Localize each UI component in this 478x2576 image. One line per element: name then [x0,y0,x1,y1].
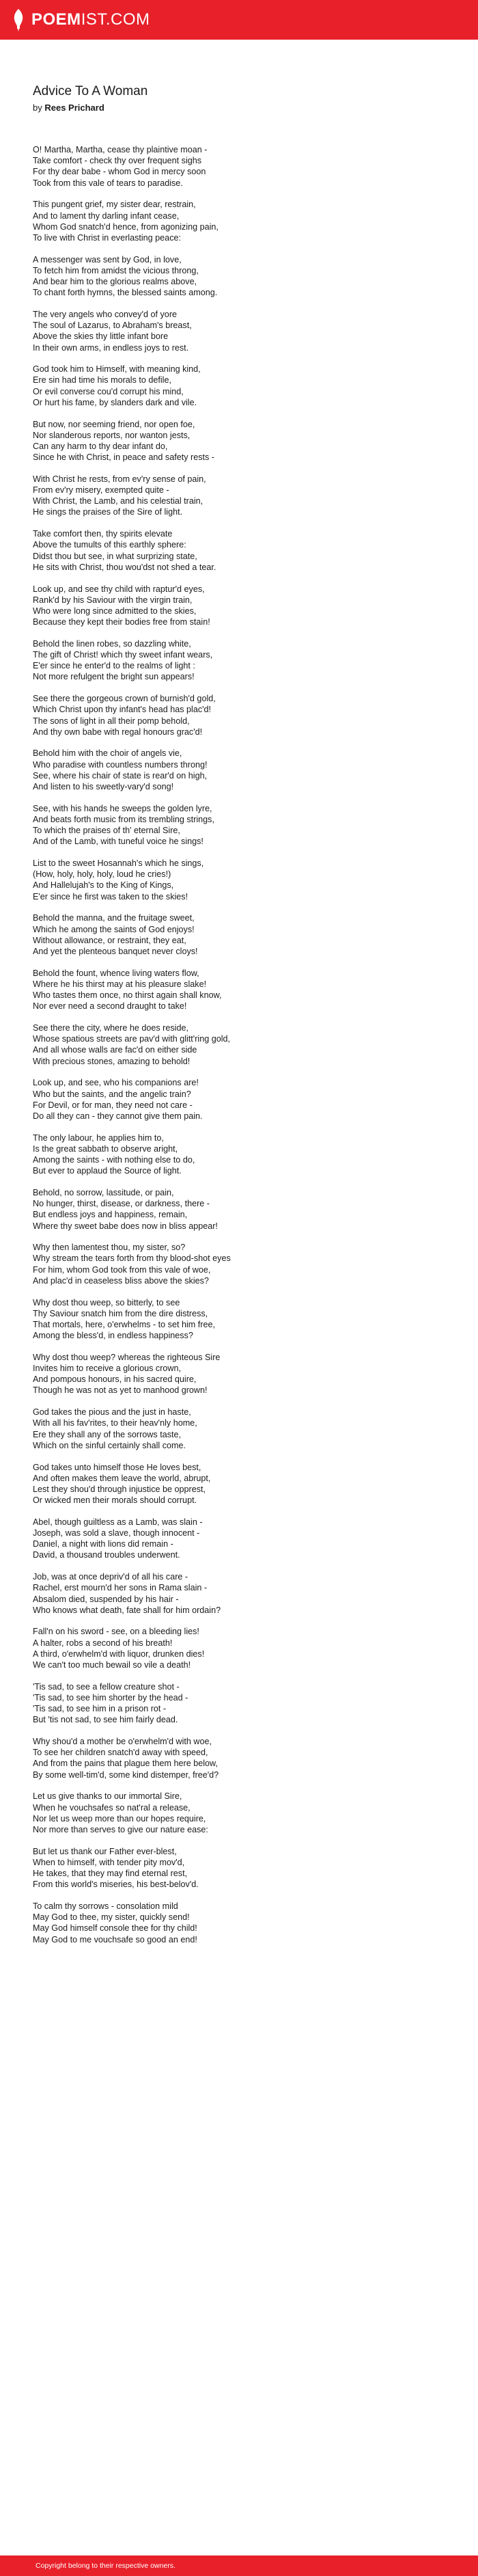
poem-line: May God himself console thee for thy child! [33,1923,197,1934]
stanza [33,803,449,848]
poem-line: 'Tis sad, to see a fellow creature shot - [33,1681,180,1692]
poem-line: With Christ, the Lamb, and his celestial train, [33,496,203,506]
poem-line: May God to thee, my sister, quickly send! [33,1912,190,1923]
poem-line: Took from this vale of tears to paradise. [33,178,183,188]
poem-line: To live with Christ in everlasting peace: [33,232,181,243]
poem-line: Nor slanderous reports, nor wanton jests, [33,430,191,440]
poem-line: Why shou'd a mother be o'erwhelm'd with woe, [33,1737,212,1747]
poem-line: Which he among the saints of God enjoys! [33,924,195,934]
poem-line: See there the gorgeous crown of burnish'd gold, [33,694,216,704]
poem-line: Do all they can - they cannot give them pain. [33,1111,203,1121]
poem-line: From ev'ry misery, exempted quite - [33,485,169,496]
stanza [33,364,449,408]
poem-line: Let us give thanks to our immortal Sire, [33,1791,182,1802]
poem-line: With all his fav'rites, to their heav'nly home, [33,1418,197,1428]
poem-line: Fall'n on his sword - see, on a bleeding lies! [33,1627,199,1637]
stanza [33,1626,449,1670]
poem-line: By some well-tim'd, some kind distemper, free'd? [33,1770,219,1780]
poem-line: Why dost thou weep, so bitterly, to see [33,1297,180,1307]
logo-secondary: IST.COM [81,10,150,29]
site-header [0,0,478,40]
poem-line: Above the tumults of this earthly sphere: [33,540,186,550]
poem-line: Or hurt his fame, by slanders dark and vile. [33,397,197,407]
poem-line: Rachel, erst mourn'd her sons in Rama slain - [33,1583,208,1593]
poem-line: But let us thank our Father ever-blest, [33,1846,177,1856]
poem-line: We can't too much bewail so vile a death! [33,1660,191,1670]
stanza [33,199,449,243]
stanza [33,1681,449,1726]
poem-line: He sits with Christ, thou wou'dst not shed a tear. [33,562,216,572]
poem-line: Can any harm to thy dear infant do, [33,441,168,451]
poem-line: God took him to Himself, with meaning kind, [33,364,201,375]
poem-line: See, with his hands he sweeps the golden lyre, [33,803,212,813]
stanza [33,528,449,573]
stanza [33,144,449,189]
poem-line: To fetch him from amidst the vicious throng, [33,265,199,275]
poem-line: Lest they shou'd through injustice be opprest, [33,1484,206,1494]
poem-line: Take comfort - check thy over frequent sighs [33,156,202,166]
poem-line: Or evil converse cou'd corrupt his mind, [33,386,184,396]
poem-line: May God to me vouchsafe so good an end! [33,1934,197,1944]
poem-line: Why dost thou weep? whereas the righteous Sire [33,1352,221,1362]
poem-line: He takes, that they may find eternal rest, [33,1869,188,1879]
poem-line: The sons of light in all their pomp behold, [33,716,190,726]
stanza [33,1736,449,1780]
poem-line: And yet the plenteous banquet never cloys! [33,946,198,956]
logo-primary: POEM [31,10,81,29]
stanza [33,254,449,299]
poem-line: Since he with Christ, in peace and safety rests - [33,452,214,463]
poem-line: Whose spatious streets are pav'd with glitt'ring gold, [33,1034,231,1044]
poem-line: And all whose walls are fac'd on either side [33,1045,197,1055]
poem-line: And plac'd in ceaseless bliss above the skies? [33,1275,209,1286]
poem-line: The soul of Lazarus, to Abraham's breast, [33,321,192,331]
poem-line: Abel, though guiltless as a Lamb, was slain - [33,1517,203,1527]
poem-line: Daniel, a night with lions did remain - [33,1539,173,1549]
stanza [33,1407,449,1451]
stanza [33,1462,449,1506]
logo-wordmark [31,8,150,32]
poem-line: Look up, and see, who his companions are! [33,1078,199,1088]
author-link[interactable]: Rees Prichard [44,103,104,113]
poem-line: But ever to applaud the Source of light. [33,1166,182,1176]
stanza [33,638,449,683]
poem-line: To calm thy sorrows - consolation mild [33,1901,178,1911]
poem-line: Who were long since admitted to the skies, [33,606,197,616]
poem-line: Nor more than serves to give our nature ease: [33,1824,208,1834]
poem-line: To see her children snatch'd away with speed, [33,1748,208,1758]
poem-line: And thy own babe with regal honours grac'd! [33,727,203,737]
poem-line: And Hallelujah's to the King of Kings, [33,880,174,891]
poem-line: He sings the praises of the Sire of light. [33,507,183,517]
poem-line: Because they kept their bodies free from stain! [33,617,210,627]
poem-line: E'er since he enter'd to the realms of light : [33,661,195,671]
poem-line: Job, was at once depriv'd of all his care - [33,1572,188,1582]
poem-line: And pompous honours, in his sacred quire, [33,1374,197,1385]
stanza [33,1133,449,1177]
poem-line: 'Tis sad, to see him shorter by the head - [33,1692,188,1703]
poem-line: And of the Lamb, with tuneful voice he sings! [33,837,203,847]
poem-line: A messenger was sent by God, in love, [33,254,182,265]
poem-line: Why then lamentest thou, my sister, so? [33,1243,186,1253]
poem-line: Among the bless'd, in endless happiness? [33,1331,193,1341]
poem-line: Look up, and see thy child with raptur'd eyes, [33,584,205,594]
stanza [33,1846,449,1890]
poem-line: Invites him to receive a glorious crown, [33,1364,181,1374]
poem-line: Behold him with the choir of angels vie, [33,748,182,759]
poem-line: Ere they shall any of the sorrows taste, [33,1429,181,1439]
poem-line: Rank'd by his Saviour with the virgin train, [33,595,193,605]
poem-line: The very angels who convey'd of yore [33,309,178,319]
poem-line: When he vouchsafes so nat'ral a release, [33,1802,191,1813]
stanza [33,1352,449,1396]
poem-line: Take comfort then, thy spirits elevate [33,529,173,539]
poem-line: Behold, no sorrow, lassitude, or pain, [33,1187,174,1197]
poem-line: For thy dear babe - whom God in mercy soon [33,167,206,177]
stanza [33,1791,449,1835]
poem-line: But 'tis not sad, to see him fairly dead. [33,1715,178,1725]
poem-line: Why stream the tears forth from thy blood-shot eyes [33,1253,231,1264]
stanza [33,309,449,353]
poem-line: Who paradise with countless numbers throng! [33,759,208,770]
poem-line: Whom God snatch'd hence, from agonizing pain, [33,221,219,232]
poem-line: See, where his chair of state is rear'd on high, [33,770,208,781]
poem-line: Is the great sabbath to observe aright, [33,1143,178,1154]
poem-line: For him, whom God took from this vale of woe, [33,1264,211,1275]
poem-line: Thy Saviour snatch him from the dire distress, [33,1308,208,1318]
poem-line: Behold the manna, and the fruitage sweet, [33,913,195,923]
poem-line: Absalom died, suspended by his hair - [33,1594,179,1604]
stanza [33,912,449,957]
copyright-notice: Copyright belong to their respective owners. [36,2562,175,2570]
stanza [33,474,449,518]
poem-line: This pungent grief, my sister dear, restrain, [33,200,196,210]
poem-line: Without allowance, or restraint, they eat, [33,935,186,945]
stanza [33,1901,449,1945]
poem-line: Who tastes them once, no thirst again shall know, [33,990,222,1001]
poem-line: Where thy sweet babe does now in bliss appear! [33,1221,218,1231]
poem-line: Ere sin had time his morals to defile, [33,375,171,385]
stanza [33,748,449,792]
poem-line: To which the praises of th' eternal Sire, [33,826,180,836]
poem-line: For Devil, or for man, they need not care - [33,1100,193,1110]
poem-line: 'Tis sad, to see him in a prison rot - [33,1704,167,1714]
poem-line: From this world's miseries, his best-belov'd. [33,1880,199,1890]
poem-line: God takes unto himself those He loves best, [33,1462,201,1472]
stanza [33,584,449,628]
poem-line: Not more refulgent the bright sun appears! [33,672,195,682]
poem-line: And often makes them leave the world, abrupt, [33,1473,211,1483]
stanza [33,693,449,737]
poem-line: Among the saints - with nothing else to do, [33,1155,195,1165]
poem-line: A third, o'erwhelm'd with liquor, drunken dies! [33,1649,205,1659]
poem-line: The only labour, he applies him to, [33,1133,164,1143]
poem-line: Who knows what death, fate shall for him ordain? [33,1605,221,1615]
poem-line: But now, nor seeming friend, nor open foe, [33,419,195,429]
poem-line: No hunger, thirst, disease, or darkness, there - [33,1199,210,1209]
poem-line: E'er since he first was taken to the skies! [33,891,188,901]
stanza [33,1517,449,1561]
stanza [33,419,449,463]
poem-line: And bear him to the glorious realms above, [33,277,197,287]
poem-line: O! Martha, Martha, cease thy plaintive moan - [33,145,208,154]
poem-line: List to the sweet Hosannah's which he sings, [33,858,204,869]
poem-line: And to lament thy darling infant cease, [33,211,180,221]
poem-line: When to himself, with tender pity mov'd, [33,1857,185,1867]
stanza [33,1297,449,1342]
poem-line: The gift of Christ! which thy sweet infant wears, [33,650,213,660]
poem-line: Who but the saints, and the angelic train? [33,1089,191,1099]
poem-line: Which Christ upon thy infant's head has plac'd! [33,705,212,715]
site-logo[interactable] [11,8,150,32]
poem-line: Behold the fount, whence living waters flow, [33,968,199,978]
poem-line: In their own arms, in endless joys to rest. [33,342,189,353]
by-label: by [33,103,42,113]
poem-line: Or wicked men their morals should corrupt. [33,1495,197,1506]
poem-title: Advice To A Woman [33,84,148,98]
stanza [33,858,449,902]
stanza [33,1022,449,1067]
poem-line: See there the city, where he does reside, [33,1023,188,1033]
poem-line: And beats forth music from its trembling strings, [33,814,214,824]
poem-line: Where he his thirst may at his pleasure slake! [33,979,207,989]
poem-line: Which on the sinful certainly shall come. [33,1440,186,1450]
poem-line: Nor let us weep more than our hopes require, [33,1813,206,1823]
poem-line: God takes the pious and the just in haste, [33,1407,191,1418]
poem-line: Behold the linen robes, so dazzling white, [33,638,191,649]
poem-line: Joseph, was sold a slave, though innocent - [33,1528,200,1538]
poem-line: Though he was not as yet to manhood grown! [33,1385,208,1396]
stanza [33,1077,449,1122]
stanza [33,1187,449,1232]
poem-line: Above the skies thy little infant bore [33,331,169,342]
poem-line: And listen to his sweetly-vary'd song! [33,782,174,792]
byline [33,102,449,114]
poem-container [33,83,449,1955]
poem-line: That mortals, here, o'erwhelms - to set him free, [33,1319,215,1329]
poem-line: With precious stones, amazing to behold! [33,1056,191,1066]
quill-pen-icon [11,8,26,31]
site-footer [0,2555,478,2576]
poem-line: A halter, robs a second of his breath! [33,1638,173,1648]
stanza [33,1571,449,1616]
poem-line: Didst thou but see, in what surprizing state, [33,551,197,561]
stanza [33,1242,449,1286]
poem-body [33,144,449,1945]
poem-line: Nor ever need a second draught to take! [33,1001,187,1012]
poem-line: To chant forth hymns, the blessed saints among. [33,288,218,298]
poem-line: With Christ he rests, from ev'ry sense of pain, [33,474,206,484]
poem-line: David, a thousand troubles underwent. [33,1550,180,1560]
poem-line: And from the pains that plague them here below, [33,1759,218,1769]
poem-line: (How, holy, holy, holy, loud he cries!) [33,869,171,880]
poem-line: But endless joys and happiness, remain, [33,1210,188,1220]
stanza [33,968,449,1012]
